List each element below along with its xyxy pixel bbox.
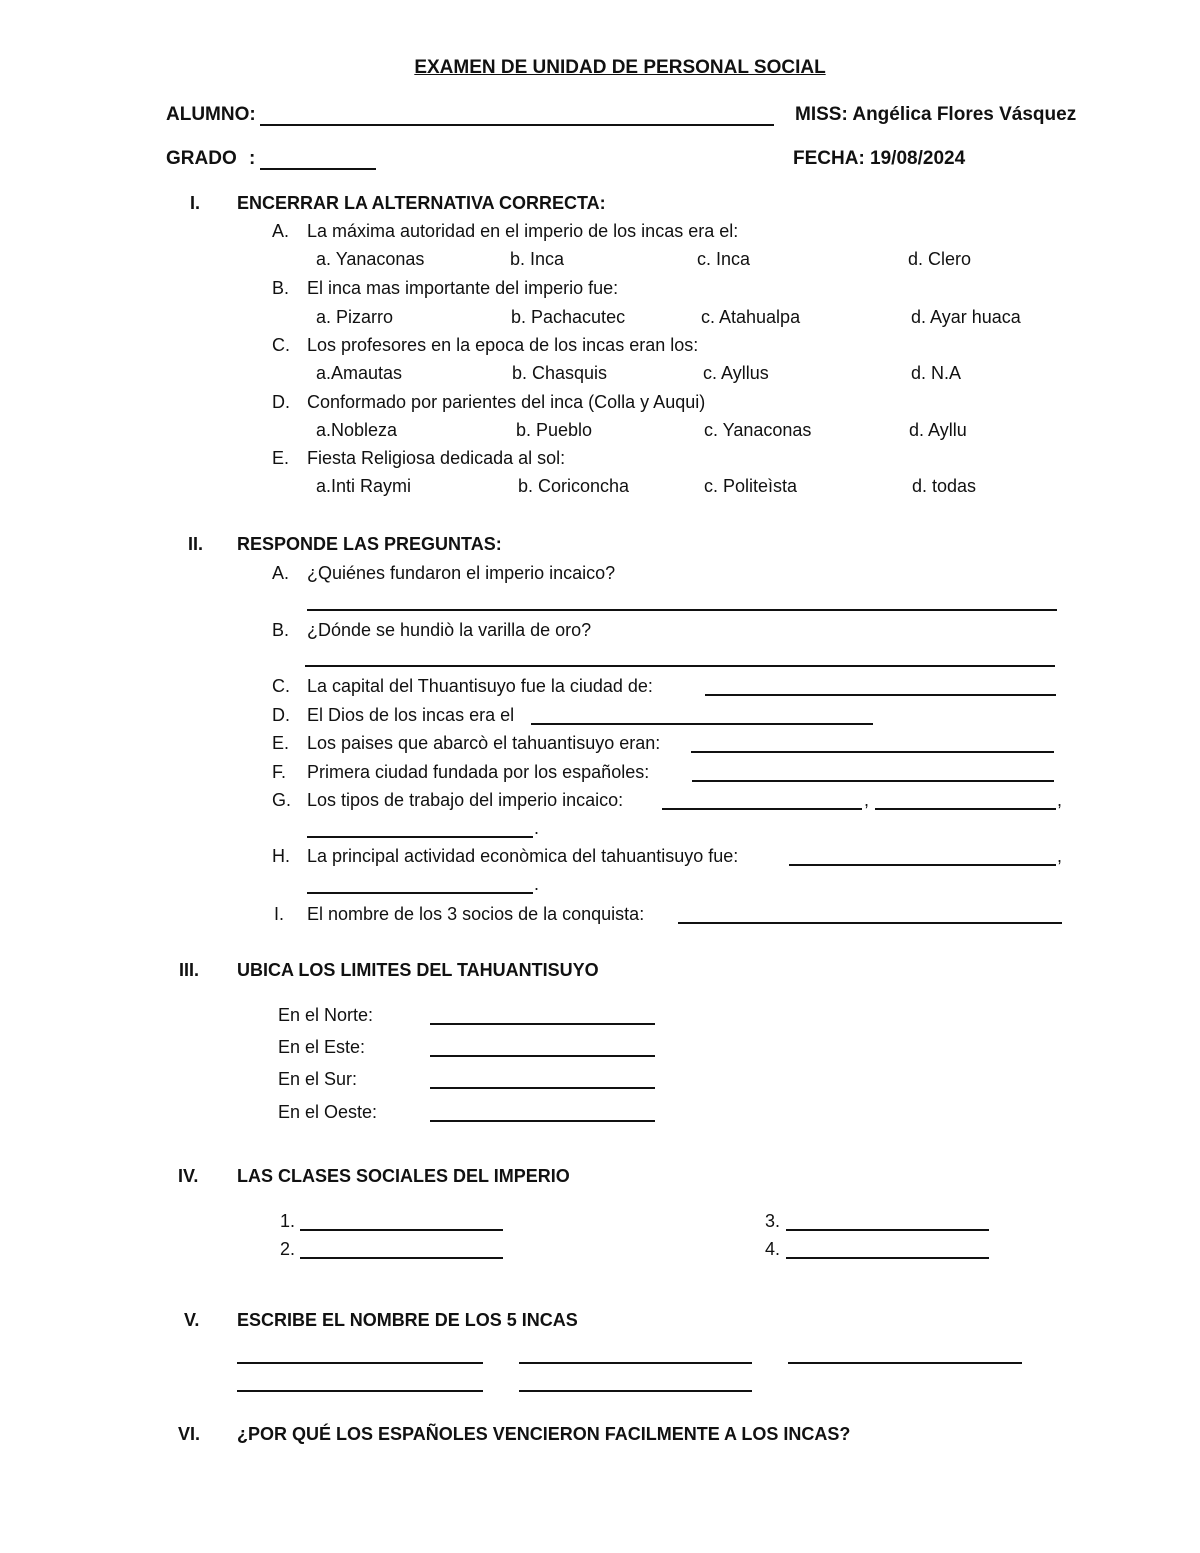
separator-comma: , — [1057, 846, 1063, 866]
answer-line[interactable] — [307, 593, 1057, 611]
s2-question-text: ¿Dónde se hundiò la varilla de oro? — [307, 620, 592, 640]
s1-question-text: Fiesta Religiosa dedicada al sol: — [307, 448, 566, 468]
s2-question-letter: C. — [272, 676, 290, 696]
s1-question-letter: A. — [272, 221, 290, 241]
teacher-name: MISS: Angélica Flores Vásquez — [795, 104, 1077, 125]
answer-line[interactable] — [789, 848, 1056, 866]
s2-question-text: El nombre de los 3 socios de la conquista: — [307, 904, 645, 924]
answer-line[interactable] — [237, 1346, 483, 1364]
section-3-title: UBICA LOS LIMITES DEL TAHUANTISUYO — [237, 960, 599, 980]
s1-option[interactable]: a.Amautas — [316, 363, 403, 383]
answer-line[interactable] — [691, 735, 1054, 753]
s2-question-text: La principal actividad econòmica del tahuantisuyo fue: — [307, 846, 739, 866]
section-6-number: VI. — [178, 1424, 201, 1444]
answer-line[interactable] — [875, 792, 1056, 810]
s1-option[interactable]: c. Politeìsta — [704, 476, 798, 496]
answer-line[interactable] — [662, 792, 862, 810]
answer-line[interactable] — [788, 1346, 1022, 1364]
exam-title: EXAMEN DE UNIDAD DE PERSONAL SOCIAL — [414, 57, 826, 78]
answer-line[interactable] — [430, 1071, 655, 1089]
answer-line[interactable] — [692, 764, 1054, 782]
s2-question-text: La capital del Thuantisuyo fue la ciudad de: — [307, 676, 653, 696]
class-number: 2. — [280, 1239, 296, 1259]
s2-question-letter: E. — [272, 733, 290, 753]
answer-line[interactable] — [307, 876, 533, 894]
s1-option[interactable]: b. Pachacutec — [511, 307, 626, 327]
s1-option[interactable]: d. todas — [912, 476, 977, 496]
s1-question-text: Los profesores en la epoca de los incas eran los: — [307, 335, 699, 355]
limit-label-south: En el Sur: — [278, 1069, 358, 1089]
s1-question-letter: B. — [272, 278, 290, 298]
s1-option[interactable]: c. Ayllus — [703, 363, 769, 383]
s1-question-text: Conformado por parientes del inca (Colla y Auqui) — [307, 392, 706, 412]
answer-line[interactable] — [786, 1213, 989, 1231]
s2-question-letter: I. — [274, 904, 285, 924]
student-label: ALUMNO: — [166, 104, 256, 125]
s1-option[interactable]: b. Pueblo — [516, 420, 593, 440]
answer-line[interactable] — [705, 678, 1056, 696]
s1-option[interactable]: a.Nobleza — [316, 420, 398, 440]
separator-period: . — [534, 818, 540, 838]
section-5-number: V. — [184, 1310, 200, 1330]
class-number: 3. — [765, 1211, 781, 1231]
s2-question-letter: D. — [272, 705, 290, 725]
section-3-number: III. — [179, 960, 200, 980]
limit-label-east: En el Este: — [278, 1037, 366, 1057]
answer-line[interactable] — [519, 1374, 752, 1392]
s1-option[interactable]: c. Yanaconas — [704, 420, 812, 440]
s2-question-letter: F. — [272, 762, 287, 782]
limit-label-north: En el Norte: — [278, 1005, 374, 1025]
s1-option[interactable]: d. Clero — [908, 249, 972, 269]
s2-question-text: ¿Quiénes fundaron el imperio incaico? — [307, 563, 616, 583]
section-2-number: II. — [188, 534, 204, 554]
s2-question-letter: H. — [272, 846, 290, 866]
section-4-title: LAS CLASES SOCIALES DEL IMPERIO — [237, 1166, 570, 1186]
s2-question-text: Los paises que abarcò el tahuantisuyo eran: — [307, 733, 661, 753]
s1-option[interactable]: c. Inca — [697, 249, 751, 269]
s1-question-text: El inca mas importante del imperio fue: — [307, 278, 619, 298]
answer-line[interactable] — [430, 1007, 655, 1025]
answer-line[interactable] — [430, 1104, 655, 1122]
s2-question-letter: B. — [272, 620, 290, 640]
s1-option[interactable]: d. N.A — [911, 363, 962, 383]
class-number: 4. — [765, 1239, 781, 1259]
s1-option[interactable]: a. Pizarro — [316, 307, 394, 327]
s2-question-text: Los tipos de trabajo del imperio incaico: — [307, 790, 624, 810]
answer-line[interactable] — [300, 1213, 503, 1231]
s2-question-text: El Dios de los incas era el — [307, 705, 515, 725]
grade-label: GRADO — [166, 148, 237, 169]
s1-question-letter: D. — [272, 392, 290, 412]
grade-colon: : — [249, 148, 256, 169]
s1-option[interactable]: b. Chasquis — [512, 363, 608, 383]
answer-line[interactable] — [307, 820, 533, 838]
student-name-field[interactable] — [260, 106, 774, 126]
s1-option[interactable]: a. Yanaconas — [316, 249, 425, 269]
class-number: 1. — [280, 1211, 296, 1231]
answer-line[interactable] — [300, 1241, 503, 1259]
separator-comma: , — [864, 790, 870, 810]
answer-line[interactable] — [531, 707, 873, 725]
s1-question-letter: C. — [272, 335, 290, 355]
s1-question-text: La máxima autoridad en el imperio de los incas era el: — [307, 221, 739, 241]
s1-option[interactable]: b. Inca — [510, 249, 565, 269]
exam-date: FECHA: 19/08/2024 — [793, 148, 966, 169]
section-2-title: RESPONDE LAS PREGUNTAS: — [237, 534, 502, 554]
s2-question-letter: A. — [272, 563, 290, 583]
s1-option[interactable]: c. Atahualpa — [701, 307, 801, 327]
separator-period: . — [534, 874, 540, 894]
s1-option[interactable]: d. Ayllu — [909, 420, 967, 440]
s2-question-text: Primera ciudad fundada por los españoles: — [307, 762, 650, 782]
s1-option[interactable]: a.Inti Raymi — [316, 476, 412, 496]
answer-line[interactable] — [786, 1241, 989, 1259]
s2-question-letter: G. — [272, 790, 292, 810]
section-1-number: I. — [190, 193, 201, 213]
section-5-title: ESCRIBE EL NOMBRE DE LOS 5 INCAS — [237, 1310, 578, 1330]
limit-label-west: En el Oeste: — [278, 1102, 378, 1122]
grade-field[interactable] — [260, 150, 376, 170]
section-1-title: ENCERRAR LA ALTERNATIVA CORRECTA: — [237, 193, 606, 213]
separator-comma: , — [1057, 790, 1063, 810]
section-6-title: ¿POR QUÉ LOS ESPAÑOLES VENCIERON FACILMENTE A LOS INCAS? — [237, 1424, 851, 1444]
s1-option[interactable]: d. Ayar huaca — [911, 307, 1021, 327]
answer-line[interactable] — [678, 906, 1062, 924]
s1-question-letter: E. — [272, 448, 290, 468]
section-4-number: IV. — [178, 1166, 199, 1186]
s1-option[interactable]: b. Coriconcha — [518, 476, 630, 496]
answer-line[interactable] — [519, 1346, 752, 1364]
answer-line[interactable] — [305, 649, 1055, 667]
answer-line[interactable] — [237, 1374, 483, 1392]
answer-line[interactable] — [430, 1039, 655, 1057]
